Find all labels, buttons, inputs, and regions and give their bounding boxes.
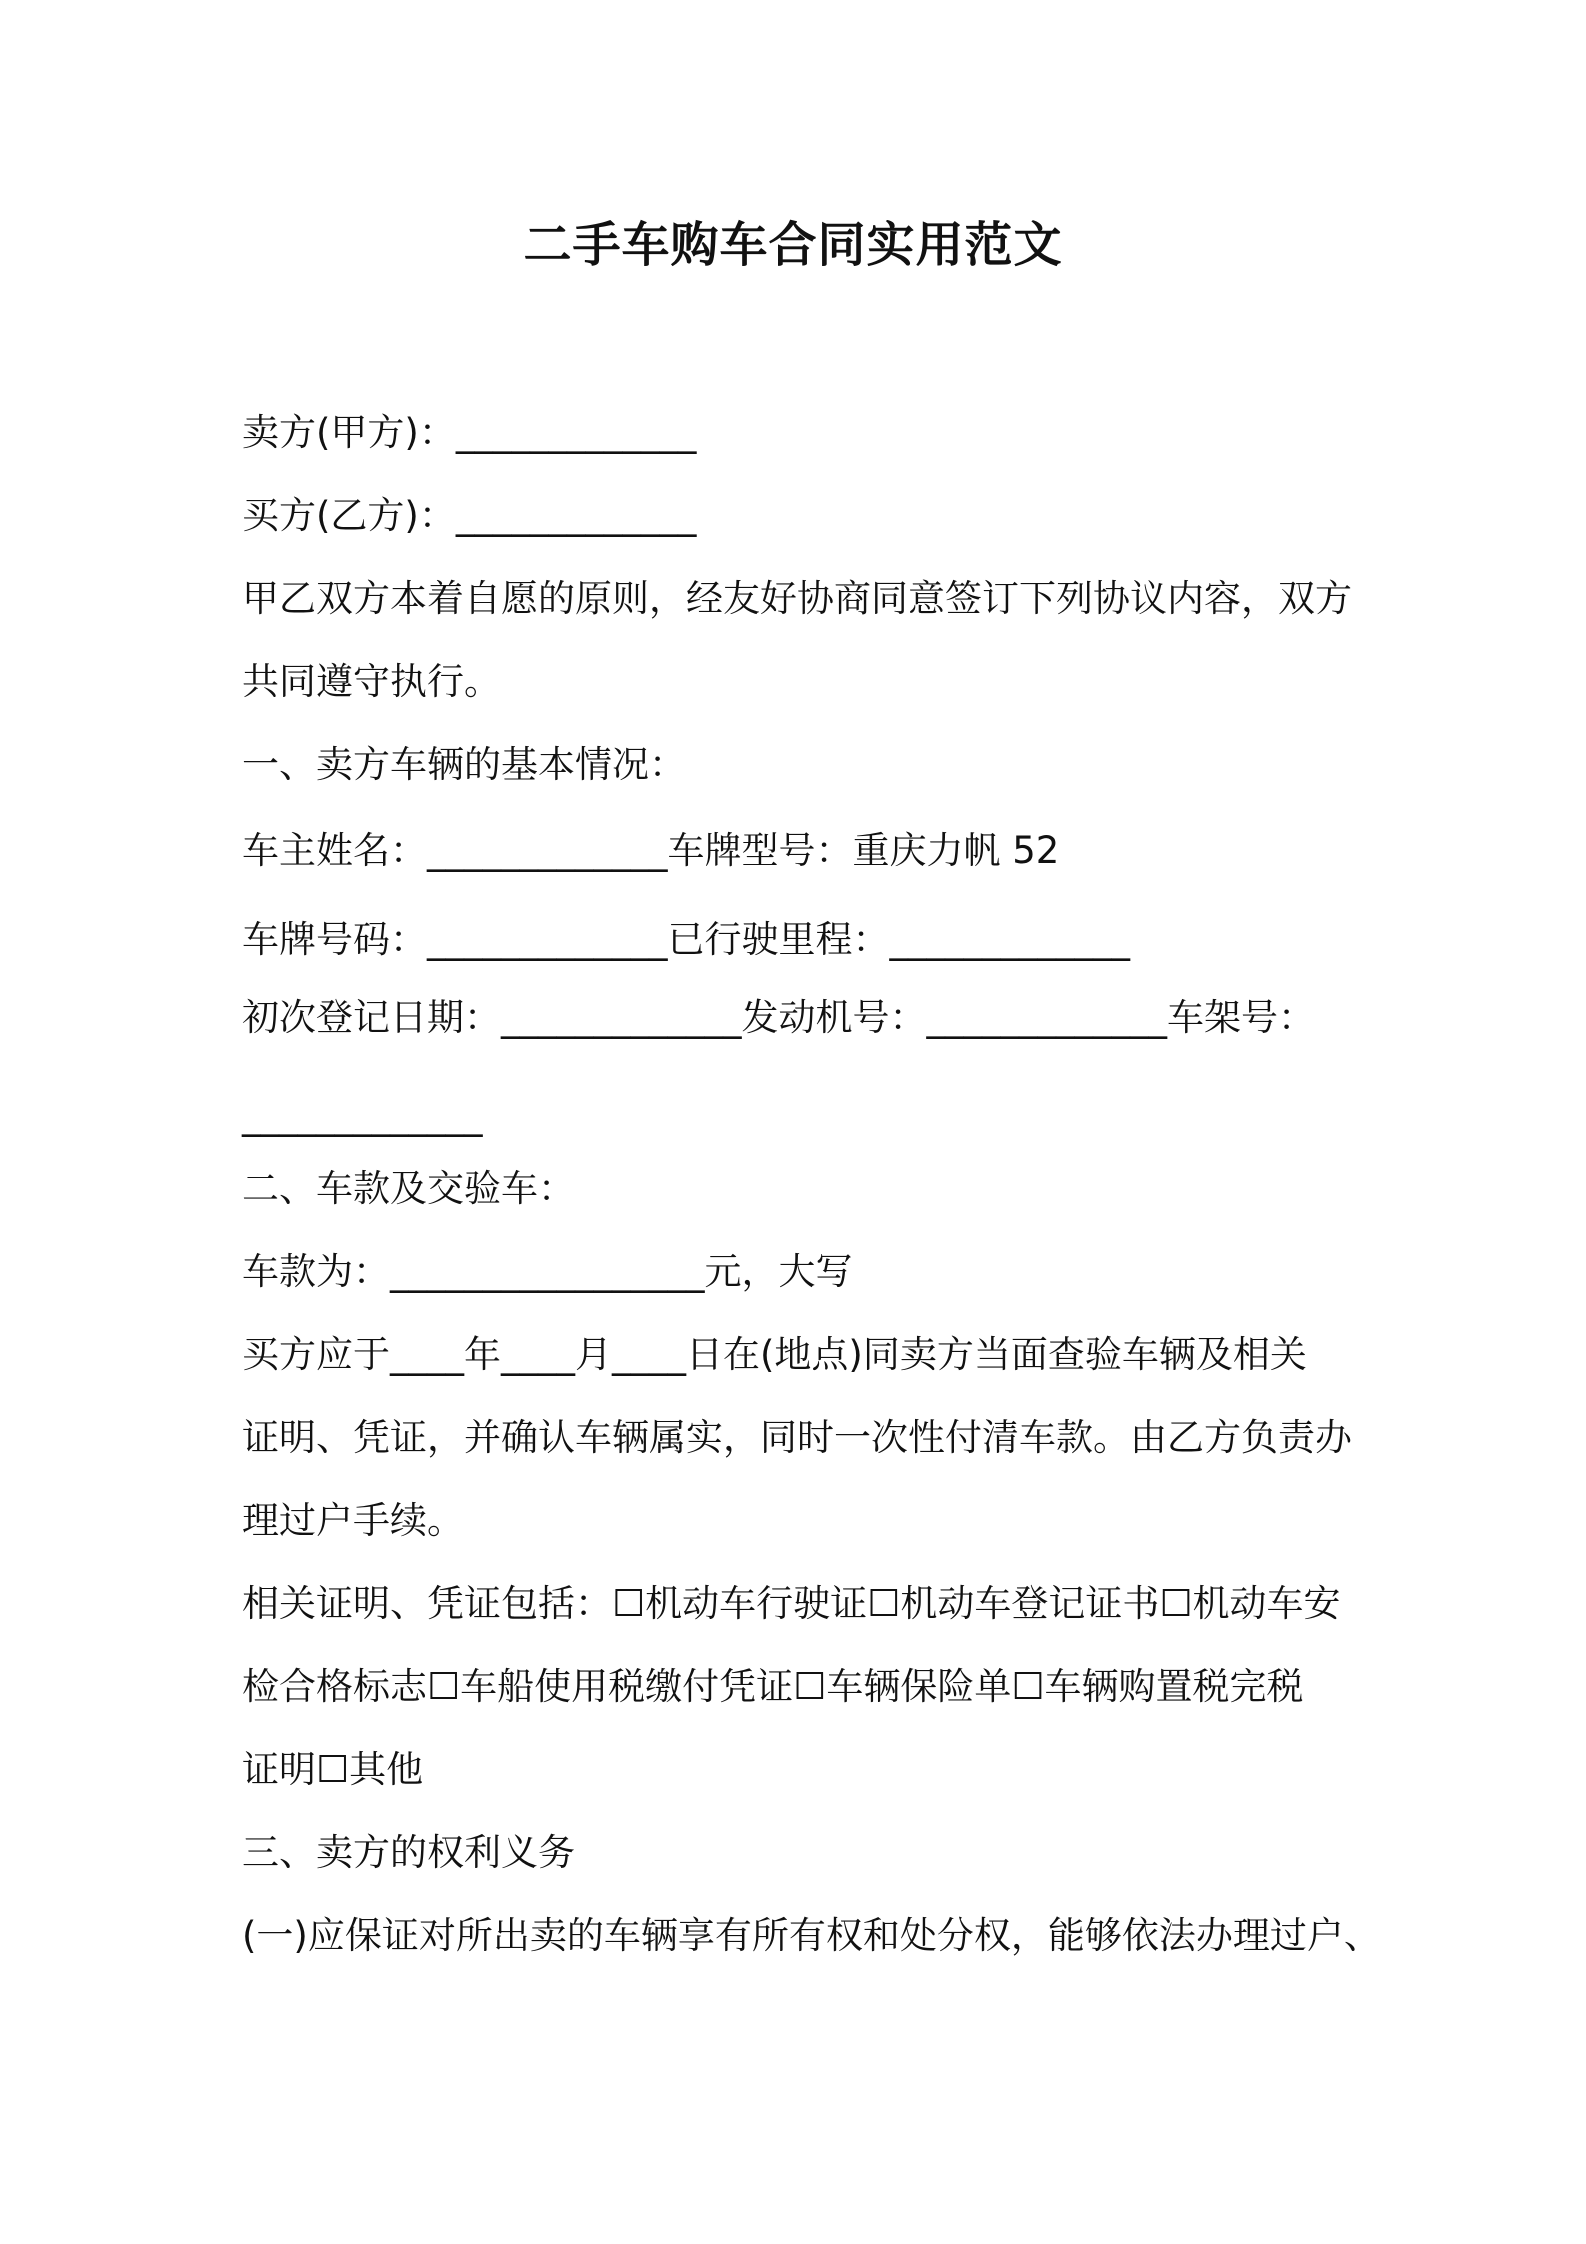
owner-model-line: 车主姓名：_____________车牌型号：重庆力帆 52 (242, 829, 1060, 872)
document-title: 二手车购车合同实用范文 (523, 217, 1063, 273)
seller-duty-line-1: (一)应保证对所出卖的车辆享有所有权和处分权，能够依法办理过户、 (242, 1914, 1381, 1957)
section-heading-3: 三、卖方的权利义务 (242, 1831, 575, 1874)
documents-list-line-1: 相关证明、凭证包括：☐机动车行驶证☐机动车登记证书☐机动车安 (242, 1582, 1341, 1625)
section-heading-1: 一、卖方车辆的基本情况： (242, 743, 686, 786)
vin-blank-line: _____________ (242, 1094, 483, 1137)
inspection-paragraph-line-3: 理过户手续。 (242, 1499, 464, 1542)
price-line: 车款为：_________________元，大写 (242, 1250, 853, 1293)
plate-mileage-line: 车牌号码：_____________已行驶里程：_____________ (242, 918, 1130, 961)
documents-list-line-3: 证明☐其他 (242, 1748, 424, 1791)
inspection-paragraph-line-2: 证明、凭证，并确认车辆属实，同时一次性付清车款。由乙方负责办 (242, 1416, 1352, 1459)
documents-list-line-2: 检合格标志☐车船使用税缴付凭证☐车辆保险单☐车辆购置税完税 (242, 1665, 1304, 1708)
intro-paragraph-line-2: 共同遵守执行。 (242, 660, 501, 703)
registration-engine-vin-line: 初次登记日期：_____________发动机号：_____________车架号： (242, 996, 1315, 1039)
buyer-party-line: 买方(乙方)：_____________ (242, 494, 697, 537)
section-heading-2: 二、车款及交验车： (242, 1167, 575, 1210)
intro-paragraph-line-1: 甲乙双方本着自愿的原则，经友好协商同意签订下列协议内容，双方 (242, 577, 1352, 620)
seller-party-line: 卖方(甲方)：_____________ (242, 411, 697, 454)
inspection-paragraph-line-1: 买方应于____年____月____日在(地点)同卖方当面查验车辆及相关 (242, 1333, 1307, 1376)
